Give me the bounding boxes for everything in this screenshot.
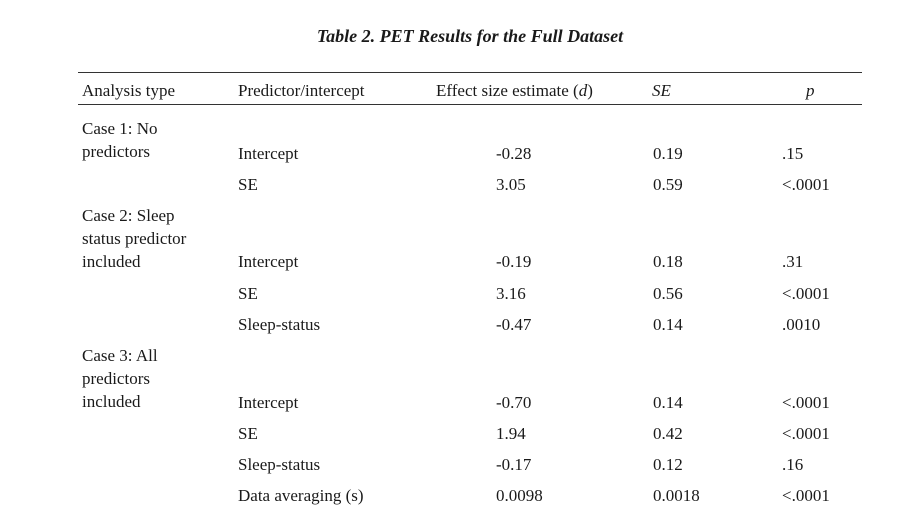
- predictor-cell: SE: [238, 284, 258, 303]
- predictor-cell: SE: [238, 175, 258, 194]
- se-cell: 0.12: [653, 455, 683, 474]
- se-cell: 0.18: [653, 252, 683, 271]
- header-effect-suffix: ): [587, 81, 593, 100]
- effect-size-cell: -0.47: [496, 315, 532, 334]
- header-effect-var: d: [578, 81, 588, 100]
- case-label: Case 1: No predictors: [82, 119, 158, 161]
- p-value-cell: <.0001: [782, 393, 830, 412]
- case-label: Case 3: All predictors included: [82, 346, 158, 411]
- predictor-cell: Sleep-status: [238, 455, 321, 474]
- p-value-cell: .31: [782, 252, 804, 271]
- predictor-cell: SE: [238, 424, 258, 443]
- effect-size-cell: 3.16: [496, 284, 526, 303]
- effect-size-cell: 0.0098: [496, 486, 543, 505]
- effect-size-cell: 1.94: [496, 424, 526, 443]
- header-effect-size: [436, 79, 593, 102]
- se-cell: 0.59: [653, 175, 683, 194]
- se-cell: 0.19: [653, 144, 683, 163]
- p-value-cell: .16: [782, 455, 804, 474]
- header-p: p: [806, 81, 815, 100]
- se-cell: 0.56: [653, 284, 683, 303]
- predictor-cell: Intercept: [238, 252, 299, 271]
- se-cell: 0.0018: [653, 486, 700, 505]
- header-analysis-type: Analysis type: [82, 81, 176, 100]
- p-value-cell: .0010: [782, 315, 821, 334]
- table-header-rule: [78, 104, 862, 105]
- effect-size-cell: -0.17: [496, 455, 532, 474]
- se-cell: 0.14: [653, 315, 683, 334]
- p-value-cell: .15: [782, 144, 804, 163]
- predictor-cell: Intercept: [238, 393, 299, 412]
- predictor-cell: Data averaging (s): [238, 486, 364, 505]
- p-value-cell: <.0001: [782, 486, 830, 505]
- se-cell: 0.42: [653, 424, 683, 443]
- p-value-cell: <.0001: [782, 284, 830, 303]
- predictor-cell: Sleep-status: [238, 315, 321, 334]
- table-caption: Table 2. PET Results for the Full Dataset: [316, 26, 624, 46]
- header-se: SE: [652, 81, 671, 100]
- effect-size-cell: -0.19: [496, 252, 532, 271]
- se-cell: 0.14: [653, 393, 683, 412]
- table-top-rule: [78, 72, 862, 73]
- effect-size-cell: -0.28: [496, 144, 532, 163]
- effect-size-cell: 3.05: [496, 175, 526, 194]
- p-value-cell: <.0001: [782, 424, 830, 443]
- p-value-cell: <.0001: [782, 175, 830, 194]
- case-label: Case 2: Sleep status predictor included: [82, 206, 187, 271]
- effect-size-cell: -0.70: [496, 393, 532, 412]
- predictor-cell: Intercept: [238, 144, 299, 163]
- header-effect-prefix: Effect size estimate (: [436, 81, 579, 100]
- header-predictor: Predictor/intercept: [238, 81, 365, 100]
